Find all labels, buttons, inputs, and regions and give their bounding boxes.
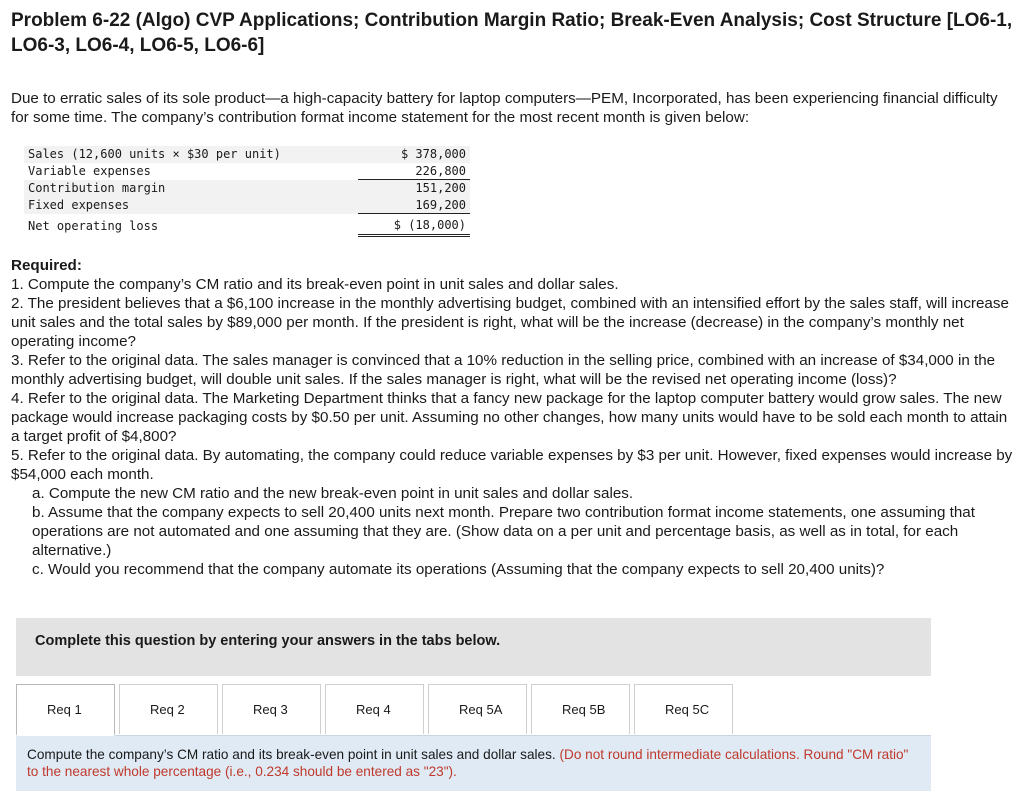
required-item: 5. Refer to the original data. By automating, the company could reduce variable expenses by $3 per unit. However, fixed expenses would increase by $54,000 each month.: [11, 447, 1013, 483]
instruction-text: Complete this question by entering your answers in the tabs below.: [35, 633, 501, 649]
required-item: 1. Compute the company’s CM ratio and its break-even point in unit sales and dollar sales.: [11, 276, 619, 293]
panel-note: (Do not round intermediate calculations. Round "CM ratio" to the nearest whole percentage (i.e., 0.234 should be entered as "23").: [27, 747, 909, 779]
problem-intro: Due to erratic sales of its sole product—a high-capacity battery for laptop computers—PEM, Incorporated, has been experiencing financial difficulty for some time. The company’s contribution format income statement for the most recent month is given below:: [11, 90, 998, 126]
row-amount: 169,200: [358, 197, 470, 214]
table-row: [24, 146, 470, 163]
table-row: [24, 163, 470, 180]
row-amount: $ (18,000): [358, 214, 470, 236]
tab-req-2[interactable]: Req 2: [119, 684, 218, 734]
row-label: Variable expenses: [28, 164, 151, 178]
required-item: 4. Refer to the original data. The Marketing Department thinks that a fancy new package for the laptop computer battery would grow sales. The new package would increase packaging costs by $0.50 per unit. Assuming no other changes, how many units would have to be sold each month to attain a target profit of $4,800?: [11, 390, 1008, 445]
table-row: [24, 180, 470, 197]
instruction-bar: [16, 618, 931, 676]
row-label: Sales (12,600 units × $30 per unit): [24, 146, 358, 163]
required-sub-item: c. Would you recommend that the company automate its operations (Assuming that the company expects to sell 20,400 units)?: [32, 561, 885, 578]
tab-req-4[interactable]: Req 4: [325, 684, 424, 734]
required-item: 3. Refer to the original data. The sales manager is convinced that a 10% reduction in the selling price, combined with an increase of $34,000 in the monthly advertising budget, will double unit sales. If the sales manager is right, what will be the revised net operating income (loss)?: [11, 352, 996, 388]
required-sub-item: b. Assume that the company expects to sell 20,400 units next month. Prepare two contribution format income statements, one assuming that operations are not automated and one assuming that they are. (Show data on a per unit and percentage basis, as well as in total, for each alternative.): [32, 504, 975, 559]
tab-req-5c[interactable]: Req 5C: [634, 684, 733, 734]
tab-req-3[interactable]: Req 3: [222, 684, 321, 734]
tab-req-5b[interactable]: Req 5B: [531, 684, 630, 734]
row-amount: 226,800: [358, 163, 470, 180]
row-label: Net operating loss: [28, 218, 159, 233]
row-label: Fixed expenses: [24, 197, 358, 214]
page-title: Problem 6-22 (Algo) CVP Applications; Contribution Margin Ratio; Break-Even Analysis; Cost Structure [LO6-1, LO6-3, LO6-4, LO6-5, LO6-6]: [11, 10, 1013, 56]
tab-req-5a[interactable]: Req 5A: [428, 684, 527, 734]
row-label: Contribution margin: [24, 180, 358, 197]
row-amount: $ 378,000: [358, 146, 470, 163]
required-section: [11, 256, 1016, 579]
tab-bar: [16, 684, 737, 736]
row-amount: 151,200: [358, 180, 470, 197]
required-item: 2. The president believes that a $6,100 increase in the monthly advertising budget, combined with an intensified effort by the sales staff, will increase unit sales and the total sales by $89,000 per month. If the president is right, what will be the increase (decrease) in the company’s monthly net operating income?: [11, 295, 1009, 350]
panel-text: Compute the company’s CM ratio and its break-even point in unit sales and dollar sales.: [27, 747, 556, 762]
required-sub-item: a. Compute the new CM ratio and the new break-even point in unit sales and dollar sales.: [32, 485, 634, 502]
table-row: [24, 197, 470, 214]
required-heading: Required:: [11, 257, 82, 274]
income-statement-table: [24, 146, 470, 237]
tab-req-1[interactable]: Req 1: [16, 684, 115, 736]
tab-panel: [16, 735, 931, 791]
table-row: [24, 214, 470, 236]
